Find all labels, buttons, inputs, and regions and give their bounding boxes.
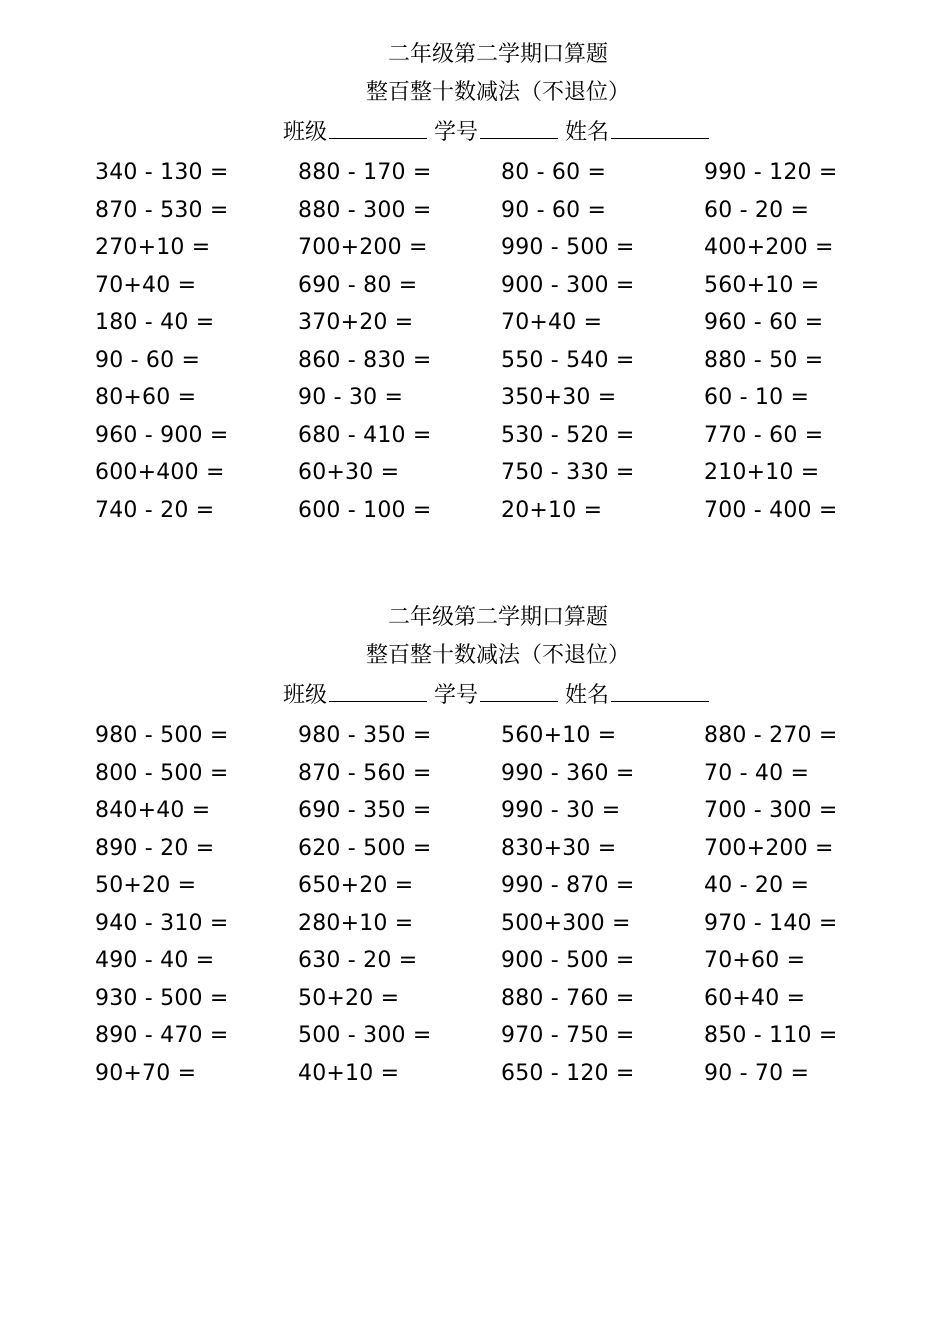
problem-row — [0, 905, 950, 943]
problem: 90 - 60 = — [95, 347, 201, 373]
problem: 70+60 = — [704, 948, 806, 973]
problem: 80 - 60 = — [501, 160, 607, 185]
problem: 630 - 20 = — [298, 948, 418, 973]
problem-row — [0, 792, 950, 830]
worksheet-title: 二年级第二学期口算题 — [387, 42, 608, 67]
class-blank[interactable] — [329, 675, 427, 702]
problem: 50+20 = — [95, 873, 197, 898]
problem: 800 - 500 = — [95, 760, 229, 786]
problem: 40 - 20 = — [704, 873, 810, 898]
student-id-blank[interactable] — [480, 112, 558, 139]
worksheet-1 — [0, 36, 950, 530]
problem: 70+40 = — [95, 272, 197, 298]
problem: 90 - 70 = — [704, 1060, 810, 1086]
problem: 650+20 = — [298, 873, 414, 898]
problem: 620 - 500 = — [298, 835, 432, 861]
worksheet-title: 二年级第二学期口算题 — [387, 605, 608, 630]
problem: 60 - 10 = — [704, 385, 810, 410]
problem-row — [0, 342, 950, 380]
class-label: 班级 — [283, 120, 328, 145]
problem: 350+30 = — [501, 385, 617, 410]
name-label: 姓名 — [565, 120, 610, 145]
problem: 930 - 500 = — [95, 985, 229, 1011]
problem: 270+10 = — [95, 235, 211, 260]
problem: 700 - 300 = — [704, 798, 838, 823]
problem: 560+10 = — [704, 272, 820, 298]
problem-row — [0, 717, 950, 755]
problem: 990 - 500 = — [501, 235, 635, 260]
problem: 70 - 40 = — [704, 760, 810, 786]
problem: 980 - 500 = — [95, 723, 229, 748]
problem: 890 - 20 = — [95, 835, 215, 861]
student-id-field — [434, 112, 558, 152]
class-field — [283, 675, 427, 715]
student-id-blank[interactable] — [480, 675, 558, 702]
problem: 990 - 120 = — [704, 160, 838, 185]
problem: 60 - 20 = — [704, 197, 810, 223]
problem: 990 - 360 = — [501, 760, 635, 786]
problem: 740 - 20 = — [95, 497, 215, 523]
problem: 490 - 40 = — [95, 948, 215, 973]
problem: 60+30 = — [298, 460, 400, 485]
problem: 960 - 900 = — [95, 422, 229, 448]
problem-row — [0, 379, 950, 417]
problem: 210+10 = — [704, 460, 820, 485]
problem: 90+70 = — [95, 1060, 197, 1086]
name-label: 姓名 — [565, 683, 610, 708]
problem: 600 - 100 = — [298, 497, 432, 523]
problem: 970 - 750 = — [501, 1023, 635, 1048]
problem-row — [0, 980, 950, 1018]
problem-row — [0, 1017, 950, 1055]
problem: 900 - 500 = — [501, 948, 635, 973]
worksheet-2 — [0, 599, 950, 1093]
problem: 880 - 300 = — [298, 197, 432, 223]
problem: 560+10 = — [501, 723, 617, 748]
problem: 690 - 350 = — [298, 798, 432, 823]
problem: 990 - 870 = — [501, 873, 635, 898]
problem: 870 - 560 = — [298, 760, 432, 786]
student-id-label: 学号 — [434, 120, 479, 145]
problem: 960 - 60 = — [704, 310, 824, 335]
problem-row — [0, 454, 950, 492]
problem: 940 - 310 = — [95, 910, 229, 936]
problem-row — [0, 229, 950, 267]
student-id-label: 学号 — [434, 683, 479, 708]
problem-row — [0, 267, 950, 305]
problem: 40+10 = — [298, 1060, 400, 1086]
problem: 70+40 = — [501, 310, 603, 335]
problem: 860 - 830 = — [298, 347, 432, 373]
problem: 500+300 = — [501, 910, 631, 936]
student-info-line — [0, 112, 950, 150]
problem: 370+20 = — [298, 310, 414, 335]
problem-row — [0, 154, 950, 192]
problem-row — [0, 755, 950, 793]
problem: 870 - 530 = — [95, 197, 229, 223]
name-blank[interactable] — [611, 675, 709, 702]
problem: 900 - 300 = — [501, 272, 635, 298]
problem: 700+200 = — [704, 835, 834, 861]
worksheet-subtitle: 整百整十数减法（不退位） — [365, 643, 630, 668]
problem: 400+200 = — [704, 235, 834, 260]
problem-row — [0, 867, 950, 905]
problem: 20+10 = — [501, 497, 603, 523]
problem: 550 - 540 = — [501, 347, 635, 373]
name-field — [565, 675, 709, 715]
problem: 770 - 60 = — [704, 422, 824, 448]
problem: 80+60 = — [95, 385, 197, 410]
problem: 340 - 130 = — [95, 160, 229, 185]
problem: 890 - 470 = — [95, 1023, 229, 1048]
problem: 500 - 300 = — [298, 1023, 432, 1048]
class-field — [283, 112, 427, 152]
problem: 880 - 760 = — [501, 985, 635, 1011]
problem: 750 - 330 = — [501, 460, 635, 485]
problem: 530 - 520 = — [501, 422, 635, 448]
problem-grid — [0, 154, 950, 530]
problem-row — [0, 304, 950, 342]
problem-row — [0, 942, 950, 980]
problem-row — [0, 1055, 950, 1093]
problem: 850 - 110 = — [704, 1023, 838, 1048]
problem-row — [0, 192, 950, 230]
class-label: 班级 — [283, 683, 328, 708]
student-info-line — [0, 675, 950, 713]
problem: 880 - 50 = — [704, 347, 824, 373]
problem: 990 - 30 = — [501, 798, 621, 823]
problem: 700+200 = — [298, 235, 428, 260]
worksheet-subtitle: 整百整十数减法（不退位） — [365, 80, 630, 105]
problem: 600+400 = — [95, 460, 225, 485]
problem-row — [0, 417, 950, 455]
problem: 830+30 = — [501, 835, 617, 861]
problem: 650 - 120 = — [501, 1060, 635, 1086]
problem: 690 - 80 = — [298, 272, 418, 298]
student-id-field — [434, 675, 558, 715]
problem: 970 - 140 = — [704, 910, 838, 936]
problem: 840+40 = — [95, 798, 211, 823]
problem-row — [0, 492, 950, 530]
class-blank[interactable] — [329, 112, 427, 139]
problem: 700 - 400 = — [704, 497, 838, 523]
problem: 980 - 350 = — [298, 723, 432, 748]
problem-row — [0, 830, 950, 868]
problem: 280+10 = — [298, 910, 414, 936]
problem: 50+20 = — [298, 985, 400, 1011]
name-blank[interactable] — [611, 112, 709, 139]
name-field — [565, 112, 709, 152]
problem-grid — [0, 717, 950, 1093]
problem: 60+40 = — [704, 985, 806, 1011]
problem: 880 - 270 = — [704, 723, 838, 748]
problem: 90 - 30 = — [298, 385, 404, 410]
problem: 180 - 40 = — [95, 310, 215, 335]
problem: 880 - 170 = — [298, 160, 432, 185]
problem: 680 - 410 = — [298, 422, 432, 448]
problem: 90 - 60 = — [501, 197, 607, 223]
